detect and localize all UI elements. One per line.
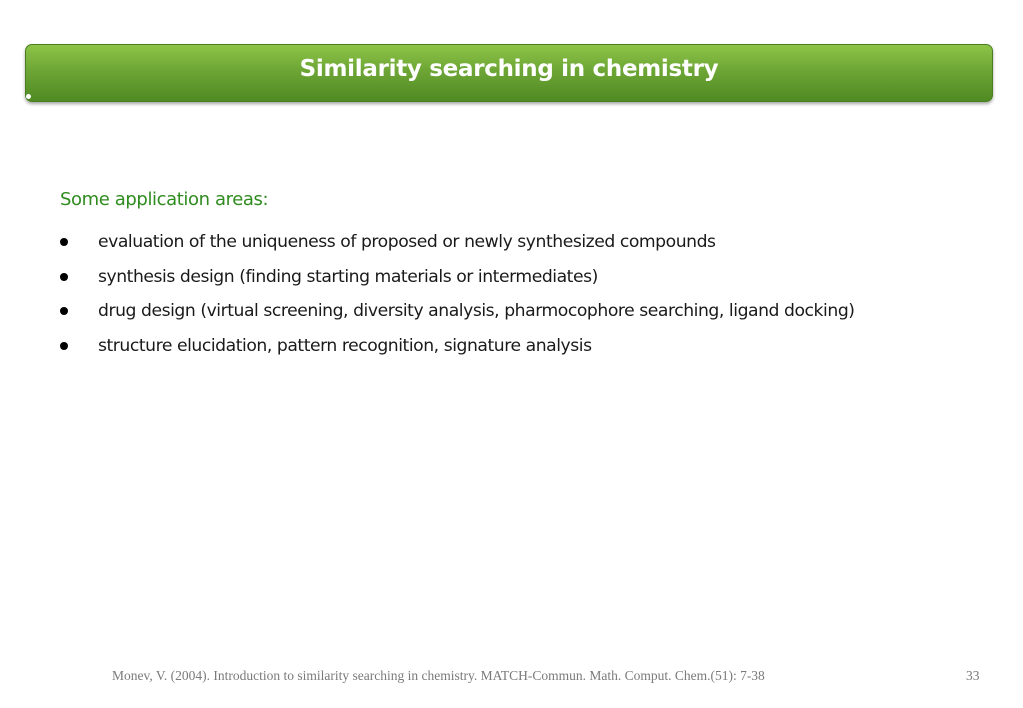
bullet-text: structure elucidation, pattern recognition, signature analysis [98, 335, 592, 356]
bullet-text: synthesis design (finding starting materials or intermediates) [98, 266, 598, 287]
bullet-list [58, 231, 998, 369]
bullet-item [58, 300, 998, 335]
page-number: 33 [966, 668, 980, 683]
bullet-item [58, 266, 998, 301]
footer-citation: Monev, V. (2004). Introduction to similarity searching in chemistry. MATCH-Commun. Math. Comput. Chem.(51): 7-38 [112, 668, 765, 683]
bullet-text: drug design (virtual screening, diversity analysis, pharmocophore searching, ligand docking) [98, 301, 855, 321]
bullet-item [58, 231, 998, 266]
bullet-dot-icon [60, 273, 68, 281]
section-subheading: Some application areas: [60, 189, 269, 210]
title-bar-corner-dot [26, 94, 31, 99]
bullet-dot-icon [60, 307, 68, 315]
bullet-text: evaluation of the uniqueness of proposed or newly synthesized compounds [98, 232, 716, 252]
bullet-dot-icon [60, 238, 68, 246]
slide-title: Similarity searching in chemistry [299, 56, 719, 82]
slide-title-bar [25, 44, 993, 102]
bullet-dot-icon [60, 342, 68, 350]
bullet-item [58, 335, 998, 370]
